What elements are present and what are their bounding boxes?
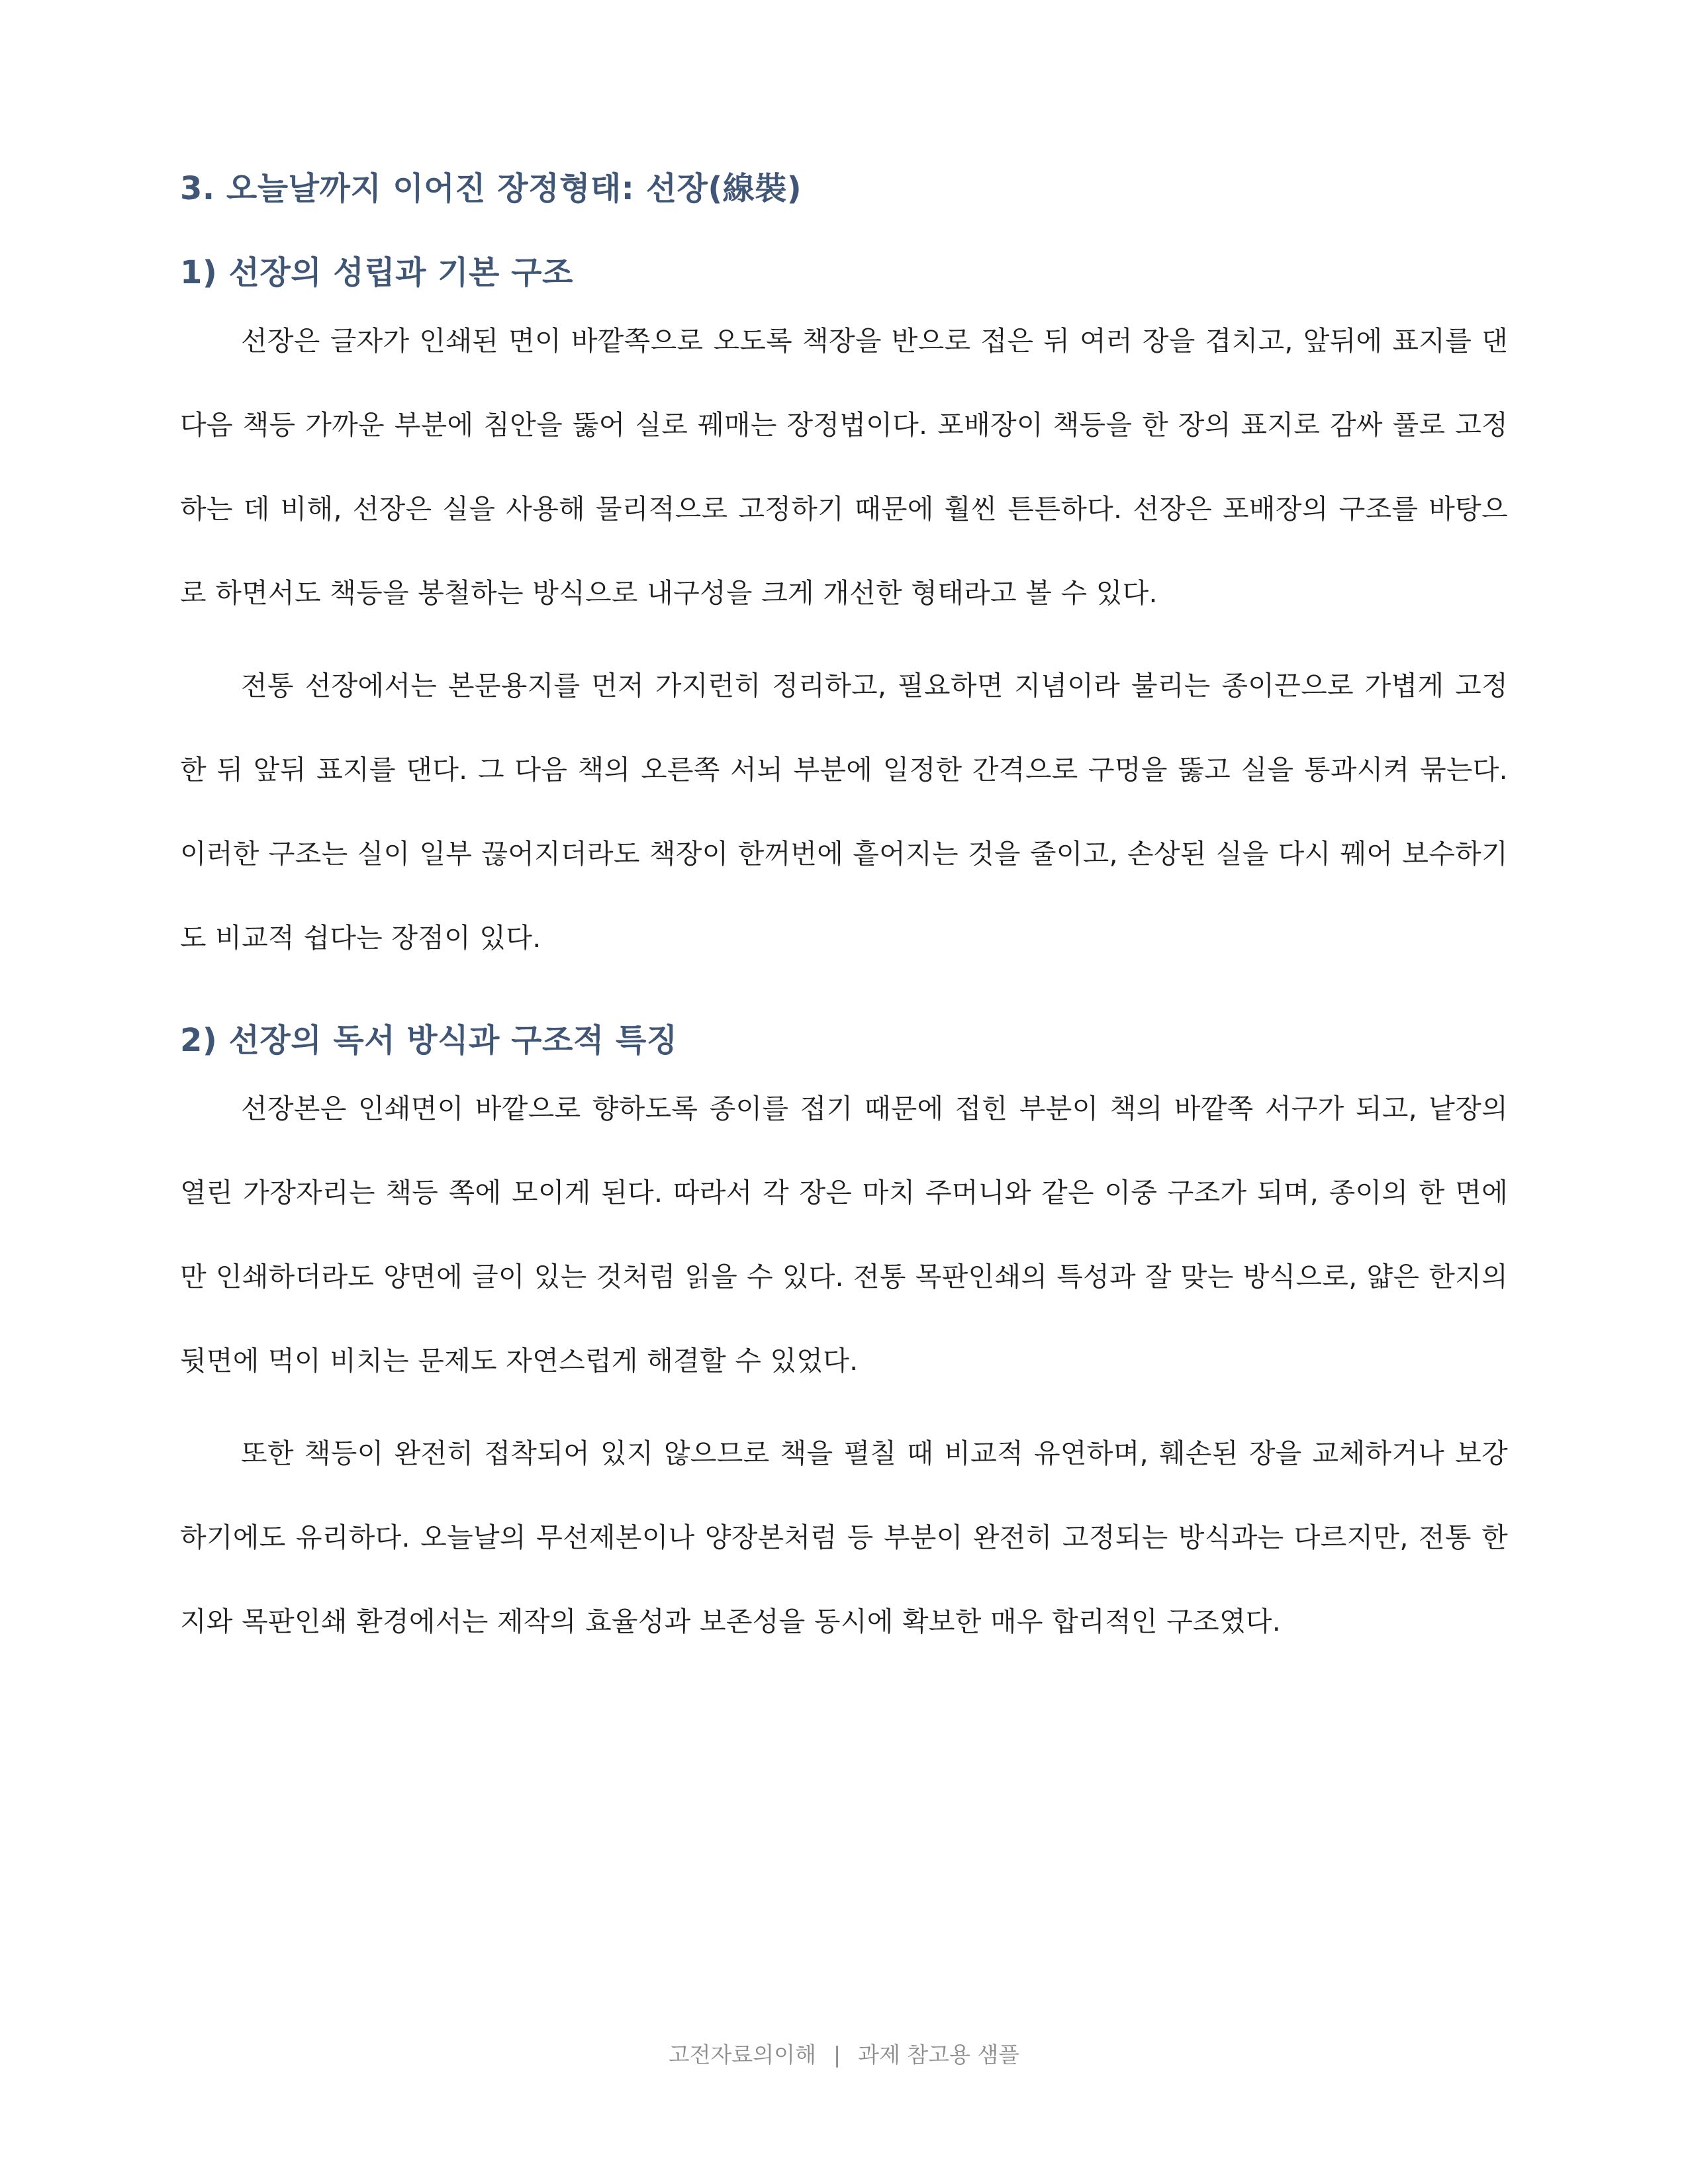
subsection-heading-1: 1) 선장의 성립과 기본 구조: [180, 254, 573, 291]
paragraph-2-2: 또한 책등이 완전히 접착되어 있지 않으므로 책을 펼칠 때 비교적 유연하며, 훼손된 장을 교체하거나 보강하기에도 유리하다. 오늘날의 무선제본이나 양장본처럼 등 부분이 완전히 고정되는 방식과는 다르지만, 전통 한지와 목판인쇄 환경에서는 제작의 효율성과 보존성을 동시에 확보한 매우 합리적인 구조였다.: [180, 1437, 1508, 1637]
footer-course-name: 고전자료의이해: [668, 2042, 816, 2068]
footer-separator: |: [833, 2042, 841, 2068]
section-heading: 3. 오늘날까지 이어진 장정형태: 선장(線裝): [180, 170, 802, 207]
document-body: [180, 165, 1508, 1664]
paragraph-1-2: 전통 선장에서는 본문용지를 먼저 가지런히 정리하고, 필요하면 지념이라 불리는 종이끈으로 가볍게 고정한 뒤 앞뒤 표지를 댄다. 그 다음 책의 오른쪽 서뇌 부분에 일정한 간격으로 구멍을 뚫고 실을 통과시켜 묶는다. 이러한 구조는 실이 일부 끊어지더라도 책장이 한꺼번에 흩어지는 것을 줄이고, 손상된 실을 다시 꿰어 보수하기도 비교적 쉽다는 장점이 있다.: [180, 670, 1508, 954]
paragraph-1-1: 선장은 글자가 인쇄된 면이 바깥쪽으로 오도록 책장을 반으로 접은 뒤 여러 장을 겹치고, 앞뒤에 표지를 댄 다음 책등 가까운 부분에 침안을 뚫어 실로 꿰매는 장정법이다. 포배장이 책등을 한 장의 표지로 감싸 풀로 고정하는 데 비해, 선장은 실을 사용해 물리적으로 고정하기 때문에 훨씬 튼튼하다. 선장은 포배장의 구조를 바탕으로 하면서도 책등을 봉철하는 방식으로 내구성을 크게 개선한 형태라고 볼 수 있다.: [180, 325, 1508, 609]
paragraph-2-1: 선장본은 인쇄면이 바깥으로 향하도록 종이를 접기 때문에 접힌 부분이 책의 바깥쪽 서구가 되고, 낱장의 열린 가장자리는 책등 쪽에 모이게 된다. 따라서 각 장은 마치 주머니와 같은 이중 구조가 되며, 종이의 한 면에만 인쇄하더라도 양면에 글이 있는 것처럼 읽을 수 있다. 전통 목판인쇄의 특성과 잘 맞는 방식으로, 얇은 한지의 뒷면에 먹이 비치는 문제도 자연스럽게 해결할 수 있었다.: [180, 1093, 1508, 1377]
subsection-heading-2: 2) 선장의 독서 방식과 구조적 특징: [180, 1022, 678, 1059]
page-footer: [0, 2040, 1688, 2070]
footer-note: 과제 참고용 샘플: [858, 2042, 1020, 2068]
